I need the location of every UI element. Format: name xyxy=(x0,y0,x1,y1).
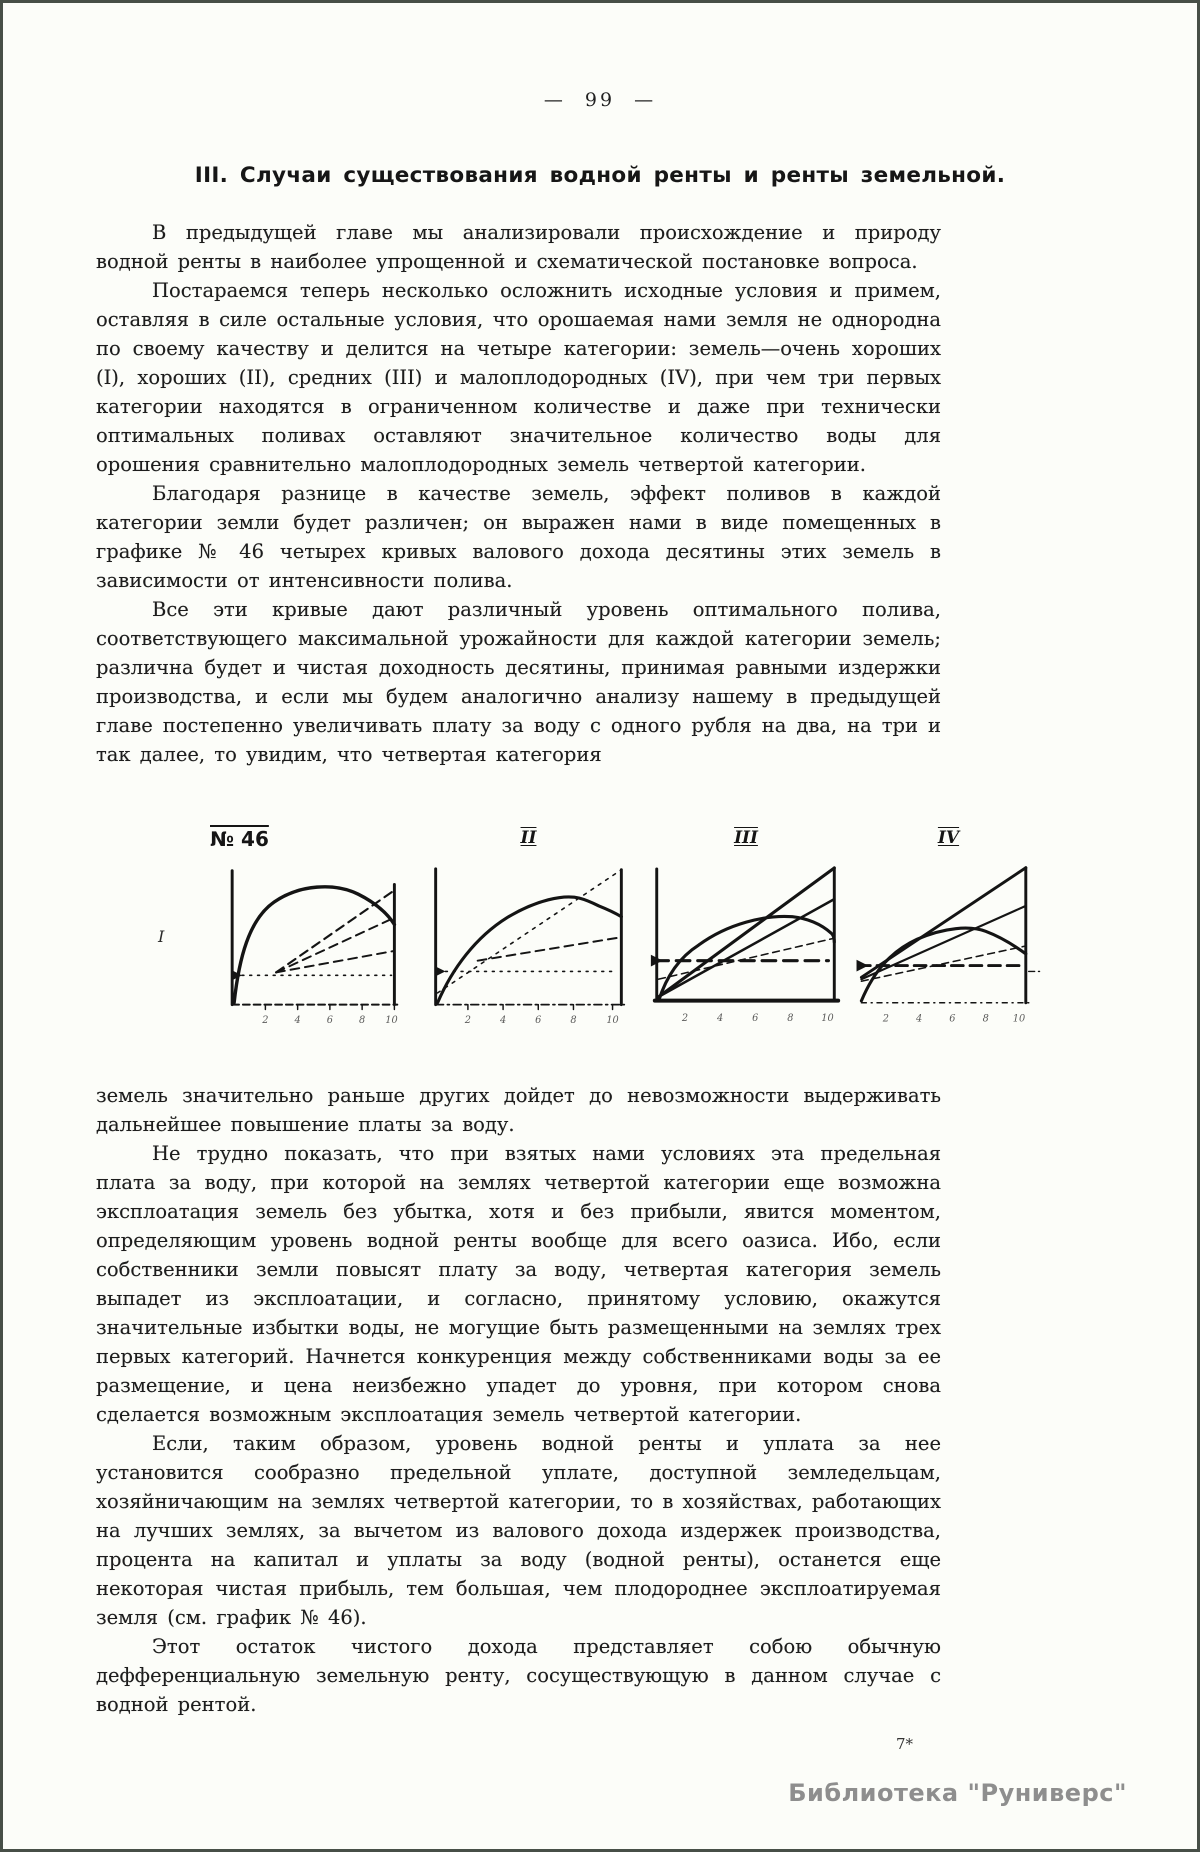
chart-category-3 xyxy=(646,827,846,1037)
tick-label: 8 xyxy=(982,1013,989,1025)
tick-label: 6 xyxy=(752,1013,759,1025)
chart-category-1 xyxy=(196,827,411,1037)
chart-canvas-1 xyxy=(196,855,411,1037)
tick-label: 2 xyxy=(464,1015,472,1027)
chart-category-2 xyxy=(421,827,636,1037)
chart-canvas-3 xyxy=(646,855,846,1037)
chapter-heading: III. Случаи существования водной ренты и ренты земельной. xyxy=(194,163,1006,188)
water-payment-line-mid xyxy=(276,918,394,973)
library-watermark: Библиотека "Руниверс" xyxy=(788,1779,1127,1807)
water-payment-line-low xyxy=(478,937,622,960)
chart-roman-label: III xyxy=(734,828,758,848)
tick-label: 4 xyxy=(294,1015,301,1027)
figure-number-label: № 46 xyxy=(210,827,269,851)
paragraph: земель значительно раньше других дойдет до невозможности выдерживать дальнейшее повышение платы за воду. xyxy=(96,1084,941,1136)
tick-label: 6 xyxy=(326,1015,333,1027)
text-column xyxy=(96,218,1026,1753)
figure-row xyxy=(196,827,1056,1037)
page-number: — 99 — xyxy=(543,89,657,111)
paragraph: Благодаря разнице в качестве земель, эффект поливов в каждой категории земли будет различен; он выражен нами в виде помещенных в графике № 46 четырех кривых валового дохода десятины этих земель в зависимости от интенсивности полива. xyxy=(96,482,941,592)
left-arrow-icon xyxy=(436,967,446,977)
tick-label: 2 xyxy=(681,1013,689,1025)
tick-label: 4 xyxy=(499,1015,507,1027)
chart-roman-label: II xyxy=(520,828,537,848)
paragraph: Постараемся теперь несколько осложнить исходные условия и примем, оставляя в силе остальные условия, что орошаемая нами земля не однородна по своему качеству и делится на четыре категории: земель—очень хороших (I), хороших (II), средних (III) и малоплодородных (IV), при чем три первых категории находятся в ограниченном количестве и даже при технически оптимальных поливах оставляют значительное количество воды для орошения сравнительно малоплодородных земель четвертой категории. xyxy=(96,279,941,476)
paragraph: Все эти кривые дают различный уровень оптимального полива, соответствующего максимальной урожайности для каждой категории земель; различна будет и чистая доходность десятины, принимая равными издержки производства, и если мы будем аналогично анализу нашему в предыдущей главе постепенно увеличивать плату за воду с одного рубля на два, на три и так далее, то увидим, что четвертая категория xyxy=(96,598,941,766)
tick-label: 8 xyxy=(359,1015,366,1027)
left-arrow-icon xyxy=(857,960,869,972)
tick-label: 2 xyxy=(882,1013,889,1025)
chart-canvas-2 xyxy=(421,855,636,1037)
water-payment-line-low xyxy=(276,951,394,973)
tick-label: 8 xyxy=(787,1013,794,1025)
tick-label: 6 xyxy=(535,1015,542,1027)
tick-label: 10 xyxy=(606,1015,619,1027)
gross-income-curve xyxy=(659,916,835,1000)
water-payment-line-low xyxy=(659,938,835,979)
gross-income-curve xyxy=(438,897,622,1003)
tick-label: 4 xyxy=(916,1013,923,1025)
tick-label: 8 xyxy=(570,1015,577,1027)
paragraph: Не трудно показать, что при взятых нами условиях эта предельная плата за воду, при которой на землях четвертой категории еще возможна эксплоатация земель без убытка, хотя и без прибыли, явится моментом, определяющим уровень водной ренты вообще для всего оазиса. Ибо, если собственники земли повысят плату за воду, четвертая категория земель выпадет из эксплоатации, и согласно, принятому условию, окажутся значительные избытки воды, не могущие быть размещенными на землях трех первых категорий. Начнется конкуренция между собственниками воды за ее размещение, и цена неизбежно упадет до уровня, при котором снова сделается возможным эксплоатация земель четвертой категории. xyxy=(96,1142,941,1426)
tick-label: 10 xyxy=(821,1013,834,1025)
paragraph: Этот остаток чистого дохода представляет собою обычную дефференциальную земельную ренту, сосуществующую в данном случае с водной рентой. xyxy=(96,1635,941,1716)
chart-canvas-4 xyxy=(856,855,1041,1037)
water-payment-line-mid xyxy=(659,899,835,997)
chart-category-4 xyxy=(856,827,1041,1037)
signature-mark: 7* xyxy=(895,1735,913,1753)
tick-label: 6 xyxy=(949,1013,956,1025)
figure-graph-46 xyxy=(158,827,1056,1037)
paragraph: Если, таким образом, уровень водной ренты и уплата за нее установится сообразно предельной уплате, доступной земледельцам, хозяйничающим на землях четвертой категории, то в хозяйствах, работающих на лучших землях, за вычетом из валового дохода издержек производства, процента на капитал и уплаты за воду (водной ренты), останется еще некоторая чистая прибыль, тем большая, чем плодороднее эксплоатируемая земля (см. график № 46). xyxy=(96,1432,941,1629)
paragraph: В предыдущей главе мы анализировали происхождение и природу водной ренты в наиболее упрощенной и схематической постановке вопроса. xyxy=(96,221,941,273)
tick-label: 10 xyxy=(385,1015,398,1027)
tick-label: 2 xyxy=(262,1015,269,1027)
water-payment-line-high xyxy=(659,868,835,997)
figure-side-label-category-i: I xyxy=(158,927,165,946)
water-payment-line-high xyxy=(438,870,622,993)
tick-label: 10 xyxy=(1012,1013,1026,1025)
water-payment-line-mid xyxy=(861,906,1025,979)
chart-roman-label: IV xyxy=(937,828,960,848)
water-payment-line-high xyxy=(276,890,394,972)
tick-label: 4 xyxy=(717,1013,724,1025)
